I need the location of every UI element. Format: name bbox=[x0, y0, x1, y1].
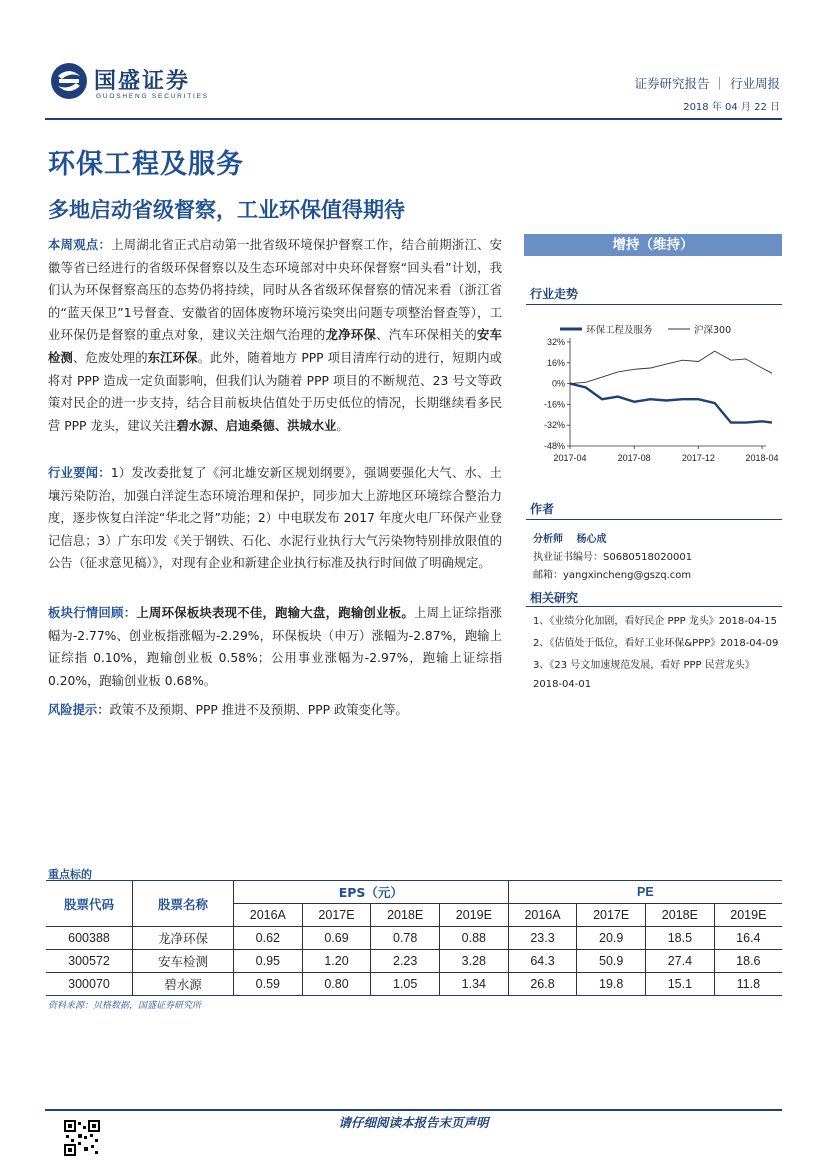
header-year: 2016A bbox=[508, 904, 577, 927]
cell: 0.80 bbox=[302, 973, 371, 996]
series-line bbox=[570, 351, 772, 384]
rating-badge: 增持（维持） bbox=[524, 234, 782, 256]
weekly-view-text-3: 、危废处理的 bbox=[72, 350, 148, 365]
key-stocks-title: 重点标的 bbox=[48, 868, 92, 881]
industry-news-label: 行业要闻： bbox=[48, 466, 111, 480]
guosheng-logo-icon bbox=[50, 62, 88, 100]
cell: 18.5 bbox=[646, 927, 715, 950]
report-type: 证券研究报告 ｜ 行业周报 bbox=[634, 76, 780, 91]
related-item[interactable]: 1、《业绩分化加剧，看好民企 PPP 龙头》2018-04-15 bbox=[533, 616, 777, 627]
highlight-stock-3: 东江环保 bbox=[147, 350, 198, 365]
report-date: 2018 年 04 月 22 日 bbox=[683, 102, 780, 113]
x-tick-label: 2017-12 bbox=[681, 453, 715, 463]
cell: 27.4 bbox=[646, 950, 715, 973]
cell: 26.8 bbox=[508, 973, 577, 996]
cell: 11.8 bbox=[714, 973, 782, 996]
key-stocks-table bbox=[46, 880, 782, 996]
legend-label: 环保工程及服务 bbox=[586, 325, 653, 336]
header-eps: EPS（元） bbox=[234, 881, 509, 904]
related-title: 相关研究 bbox=[530, 591, 579, 605]
cell: 64.3 bbox=[508, 950, 577, 973]
table-source: 资料来源：贝格数据，国盛证券研究所 bbox=[48, 1001, 202, 1011]
header-stock-code: 股票代码 bbox=[46, 881, 133, 927]
x-tick-label: 2017-04 bbox=[553, 453, 587, 463]
cell: 0.88 bbox=[440, 927, 509, 950]
stock-name: 碧水源 bbox=[133, 973, 234, 996]
weekly-view-paragraph bbox=[48, 234, 502, 437]
footer-divider bbox=[45, 1109, 782, 1111]
market-review-paragraph bbox=[48, 602, 502, 692]
stock-code: 300572 bbox=[46, 950, 133, 973]
highlight-stock-1: 龙净环保 bbox=[325, 328, 377, 343]
industry-trend-chart bbox=[530, 318, 780, 468]
stock-name: 龙净环保 bbox=[133, 927, 234, 950]
market-review-bold: 上周环保板块表现不佳，跑输大盘，跑输创业板。 bbox=[136, 606, 414, 620]
related-item[interactable]: 3、《23 号文加速规范发展，看好 PPP 民营龙头》 bbox=[533, 660, 755, 671]
market-review-text: 上周上证综指涨幅为-2.77%、创业板指涨幅为-2.29%，环保板块（申万）涨幅为-2.87%，跑输上证综指 0.10%，跑输创业板 0.58%；公用事业涨幅为-2.97%，跑输上证综指 0.20%，跑输创业板 0.68%。 bbox=[48, 606, 502, 688]
table-row bbox=[46, 973, 782, 996]
analyst-cert: 执业证书编号：S0680518020001 bbox=[533, 552, 693, 563]
header-year: 2017E bbox=[577, 904, 646, 927]
header-year: 2019E bbox=[440, 904, 509, 927]
header-divider bbox=[45, 118, 782, 120]
series-line bbox=[570, 384, 772, 423]
header-year: 2018E bbox=[646, 904, 715, 927]
cell: 1.20 bbox=[302, 950, 371, 973]
company-name-cn: 国盛证券 bbox=[94, 69, 191, 94]
report-subtitle: 多地启动省级督察，工业环保值得期待 bbox=[48, 197, 405, 222]
header-year: 2019E bbox=[714, 904, 782, 927]
cell: 0.69 bbox=[302, 927, 371, 950]
risk-paragraph bbox=[48, 699, 502, 722]
highlight-stock-2: 安车检测 bbox=[48, 328, 502, 365]
related-item[interactable]: 2、《估值处于低位，看好工业环保&PPP》2018-04-09 bbox=[533, 638, 779, 649]
industry-news-text: 1）发改委批复了《河北雄安新区规划纲要》，强调要强化大气、水、土壤污染防治，加强白洋淀生态环境治理和保护，同步加大上游地区环境综合整治力度，逐步恢复白洋淀“华北之肾”功能；2）中电联发布 2017 年度火电厂环保产业登记信息；3）广东印发《关于钢铁、石化、水泥行业执行大气污染物特别排放限值的公告（征求意见稿）》，对现有企业和新建企业执行标准及执行时间做了明确规定。 bbox=[48, 466, 502, 571]
header-year: 2018E bbox=[371, 904, 440, 927]
related-item-date: 2018-04-01 bbox=[533, 679, 592, 690]
table-row bbox=[46, 950, 782, 973]
footer-disclaimer: 请仔细阅读本报告末页声明 bbox=[338, 1115, 489, 1130]
cell: 0.95 bbox=[234, 950, 303, 973]
cell: 1.05 bbox=[371, 973, 440, 996]
cell: 16.4 bbox=[714, 927, 782, 950]
analyst-email[interactable]: 邮箱：yangxincheng@gszq.com bbox=[533, 570, 692, 581]
x-tick-label: 2017-08 bbox=[617, 453, 651, 463]
related-divider bbox=[526, 606, 782, 607]
header-pe: PE bbox=[508, 881, 782, 904]
header-year: 2016A bbox=[234, 904, 303, 927]
risk-label: 风险提示： bbox=[48, 703, 110, 717]
weekly-view-text-4: 。此外，随着地方 PPP 项目清库行动的进行，短期内或将对 PPP 造成一定负面影响，但我们认为随着 PPP 项目的不断规范、23 号文等政策对民企的进一步支持，结合目前板块估值处于历史低位的情况，长期继续看多民营 PPP 龙头，建议关注 bbox=[48, 350, 502, 433]
weekly-view-text-1: 上周湖北省正式启动第一批省级环境保护督察工作，结合前期浙江、安徽等省已经进行的省级环保督察以及生态环境部对中央环保督察“回头看”计划，我们认为环保督察高压的态势仍将持续，同时从各省级环保督察的情况来看（浙江省的“蓝天保卫”1号督查、安徽省的固体废物环境污染突出问题专项整治督查等），工业环保仍是督察的重点对象，建议关注烟气治理的 bbox=[48, 238, 502, 343]
cell: 1.34 bbox=[440, 973, 509, 996]
cell: 2.23 bbox=[371, 950, 440, 973]
cell: 23.3 bbox=[508, 927, 577, 950]
cell: 20.9 bbox=[577, 927, 646, 950]
y-tick-label: -16% bbox=[543, 399, 565, 410]
cell: 19.8 bbox=[577, 973, 646, 996]
header-year: 2017E bbox=[302, 904, 371, 927]
x-tick-label: 2018-04 bbox=[745, 453, 779, 463]
cell: 18.6 bbox=[714, 950, 782, 973]
author-title: 作者 bbox=[530, 502, 555, 516]
cell: 0.78 bbox=[371, 927, 440, 950]
y-tick-label: -48% bbox=[543, 441, 565, 451]
company-name-en: GUOSHENG SECURITIES bbox=[96, 93, 209, 100]
analyst-name: 分析师 杨心成 bbox=[533, 534, 607, 545]
legend-label: 沪深300 bbox=[694, 325, 732, 336]
weekly-view-text-2: 、汽车环保相关的 bbox=[376, 328, 478, 343]
y-tick-label: 16% bbox=[546, 357, 565, 368]
highlight-stock-4: 碧水源、启迪桑德、洪城水业 bbox=[176, 418, 337, 433]
weekly-view-text-5: 。 bbox=[336, 418, 349, 433]
stock-code: 300070 bbox=[46, 973, 133, 996]
y-tick-label: -32% bbox=[543, 420, 565, 431]
trend-divider bbox=[526, 304, 782, 305]
cell: 50.9 bbox=[577, 950, 646, 973]
table-row bbox=[46, 927, 782, 950]
industry-news-paragraph bbox=[48, 462, 502, 575]
report-title: 环保工程及服务 bbox=[48, 149, 244, 180]
y-tick-label: 0% bbox=[551, 378, 565, 389]
author-divider bbox=[526, 519, 782, 520]
y-tick-label: 32% bbox=[546, 337, 565, 347]
cell: 3.28 bbox=[440, 950, 509, 973]
market-review-label: 板块行情回顾： bbox=[48, 606, 137, 620]
risk-text: 政策不及预期、PPP 推进不及预期、PPP 政策变化等。 bbox=[109, 703, 408, 717]
cell: 15.1 bbox=[646, 973, 715, 996]
trend-title: 行业走势 bbox=[530, 287, 579, 301]
weekly-view-label: 本周观点： bbox=[48, 238, 112, 252]
cell: 0.62 bbox=[234, 927, 303, 950]
header-stock-name: 股票名称 bbox=[133, 881, 234, 927]
cell: 0.59 bbox=[234, 973, 303, 996]
stock-name: 安车检测 bbox=[133, 950, 234, 973]
stock-code: 600388 bbox=[46, 927, 133, 950]
